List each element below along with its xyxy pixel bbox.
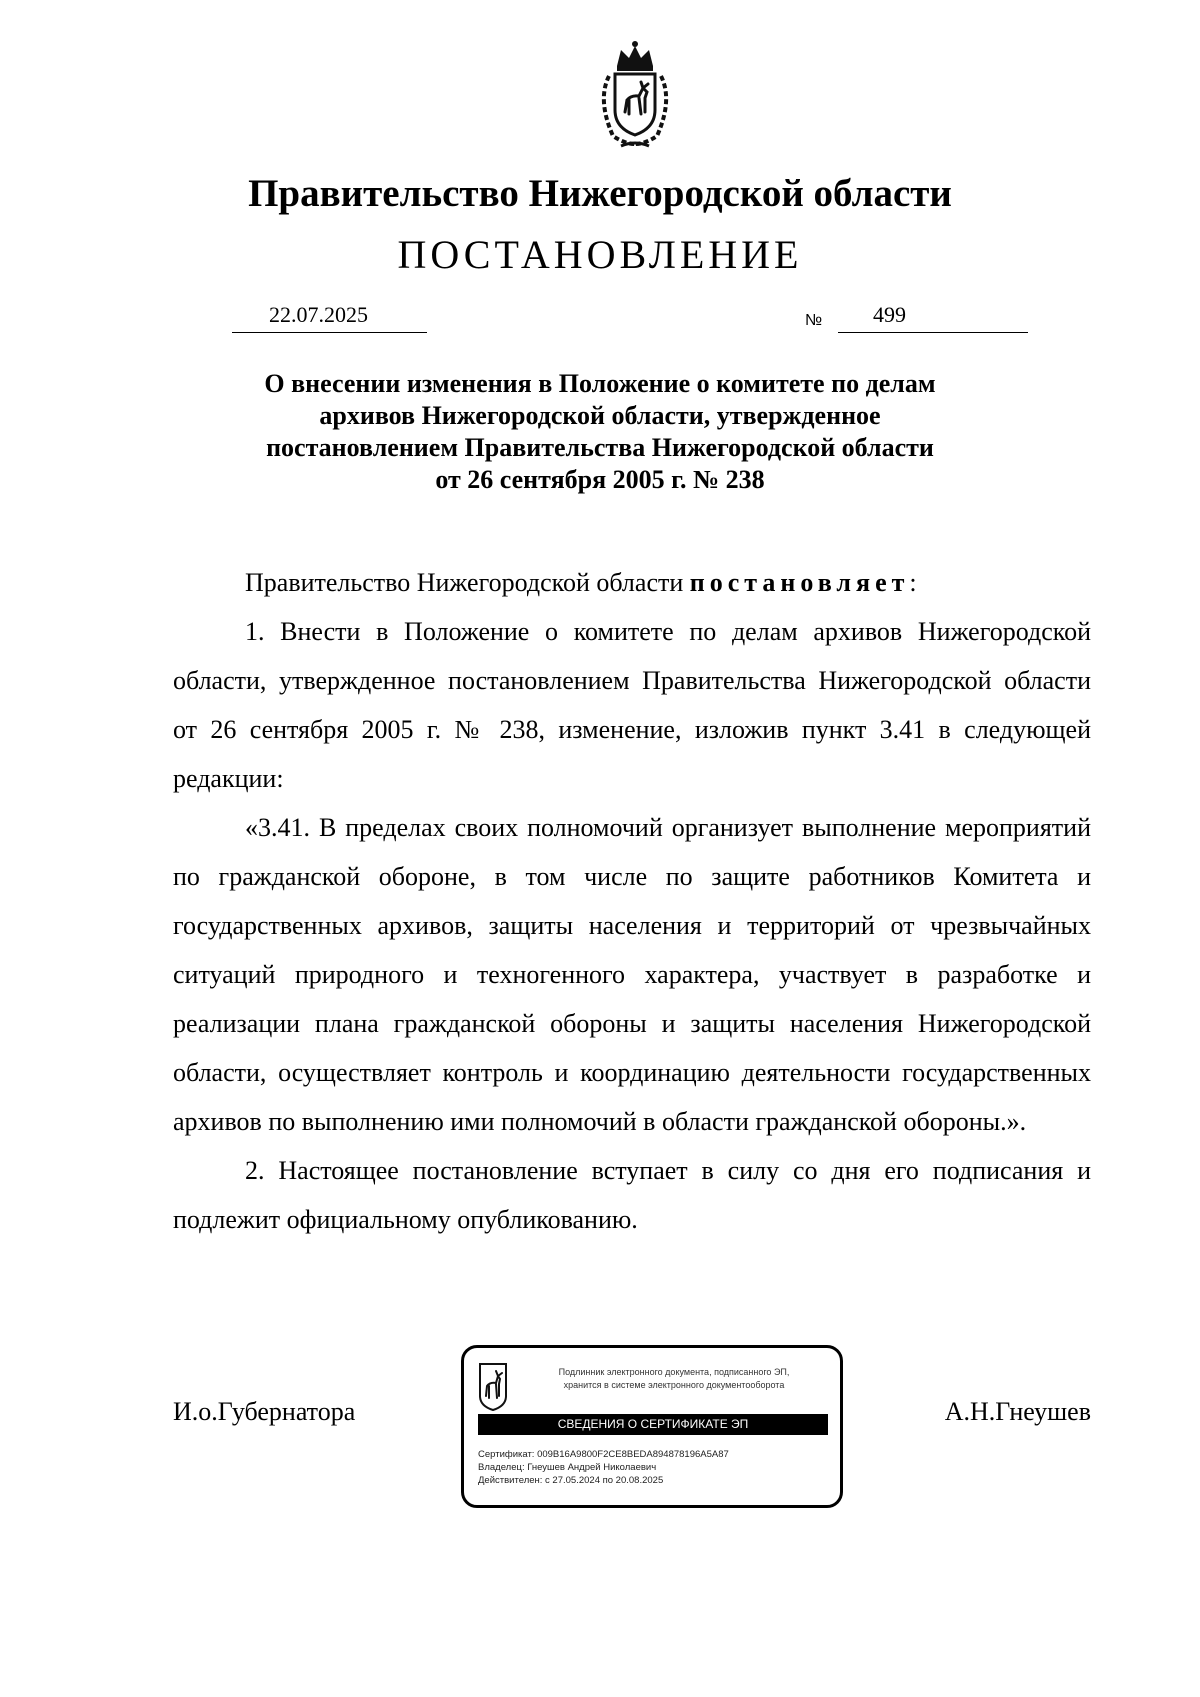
signatory-position: И.о.Губернатора xyxy=(173,1397,356,1426)
document-number: 499 xyxy=(873,302,906,327)
subject-line: О внесении изменения в Положение о комитете по делам xyxy=(264,369,936,398)
number-sign: № xyxy=(805,312,823,329)
organization-title: Правительство Нижегородской области xyxy=(248,172,952,215)
certificate-number: Сертификат: 009B16A9800F2CE8BEDA894878196A5A87 xyxy=(478,1449,729,1460)
subject-line: архивов Нижегородской области, утвержденное xyxy=(319,401,881,430)
preamble-text: Правительство Нижегородской области xyxy=(245,568,690,597)
certificate-details xyxy=(478,1448,729,1487)
item-1-paragraph: 1. Внести в Положение о комитете по делам архивов Нижегородской области, утвержденное постановлением Правительства Нижегородской области от 26 сентября 2005 г. № 238, изменение, изложив пункт 3.41 в следующей редакции: xyxy=(173,617,1091,793)
document-type: ПОСТАНОВЛЕНИЕ xyxy=(397,232,803,277)
document-body xyxy=(173,558,1091,1244)
deer-emblem-icon xyxy=(478,1362,508,1412)
item-2-paragraph: 2. Настоящее постановление вступает в силу со дня его подписания и подлежит официальному опубликованию. xyxy=(173,1156,1091,1234)
subject-line: постановлением Правительства Нижегородской области xyxy=(266,433,934,462)
item-1-quote-paragraph: «3.41. В пределах своих полномочий организует выполнение мероприятий по гражданской обороне, в том числе по защите работников Комитета и государственных архивов, защиты населения и территорий от чрезвычайных ситуаций природного и техногенного характера, участвует в разработке и реализации плана гражданской обороны и защиты населения Нижегородской области, осуществляет контроль и координацию деятельности государственных архивов по выполнению ими полномочий в области гражданской обороны.». xyxy=(173,813,1091,1136)
subject-line: от 26 сентября 2005 г. № 238 xyxy=(435,465,765,494)
document-date-field xyxy=(232,302,427,333)
certificate-validity: Действителен: с 27.05.2024 по 20.08.2025 xyxy=(478,1475,664,1486)
stamp-caption-line: Подлинник электронного документа, подписанного ЭП, xyxy=(558,1367,790,1377)
coat-of-arms-icon xyxy=(585,40,685,150)
stamp-caption xyxy=(519,1366,829,1392)
stamp-caption-line: хранится в системе электронного документооборота xyxy=(563,1380,785,1390)
preamble-paragraph xyxy=(173,558,1091,607)
e-signature-stamp xyxy=(461,1345,843,1508)
preamble-colon: : xyxy=(909,568,917,597)
certificate-owner: Владелец: Гнеушев Андрей Николаевич xyxy=(478,1462,657,1473)
document-subject xyxy=(150,368,1050,496)
document-date: 22.07.2025 xyxy=(269,302,368,327)
document-number-field xyxy=(838,302,1028,333)
signatory-name: А.Н.Гнеушев xyxy=(944,1397,1091,1426)
certificate-banner: СВЕДЕНИЯ О СЕРТИФИКАТЕ ЭП xyxy=(478,1414,828,1435)
decree-word: постановляет xyxy=(689,568,910,597)
